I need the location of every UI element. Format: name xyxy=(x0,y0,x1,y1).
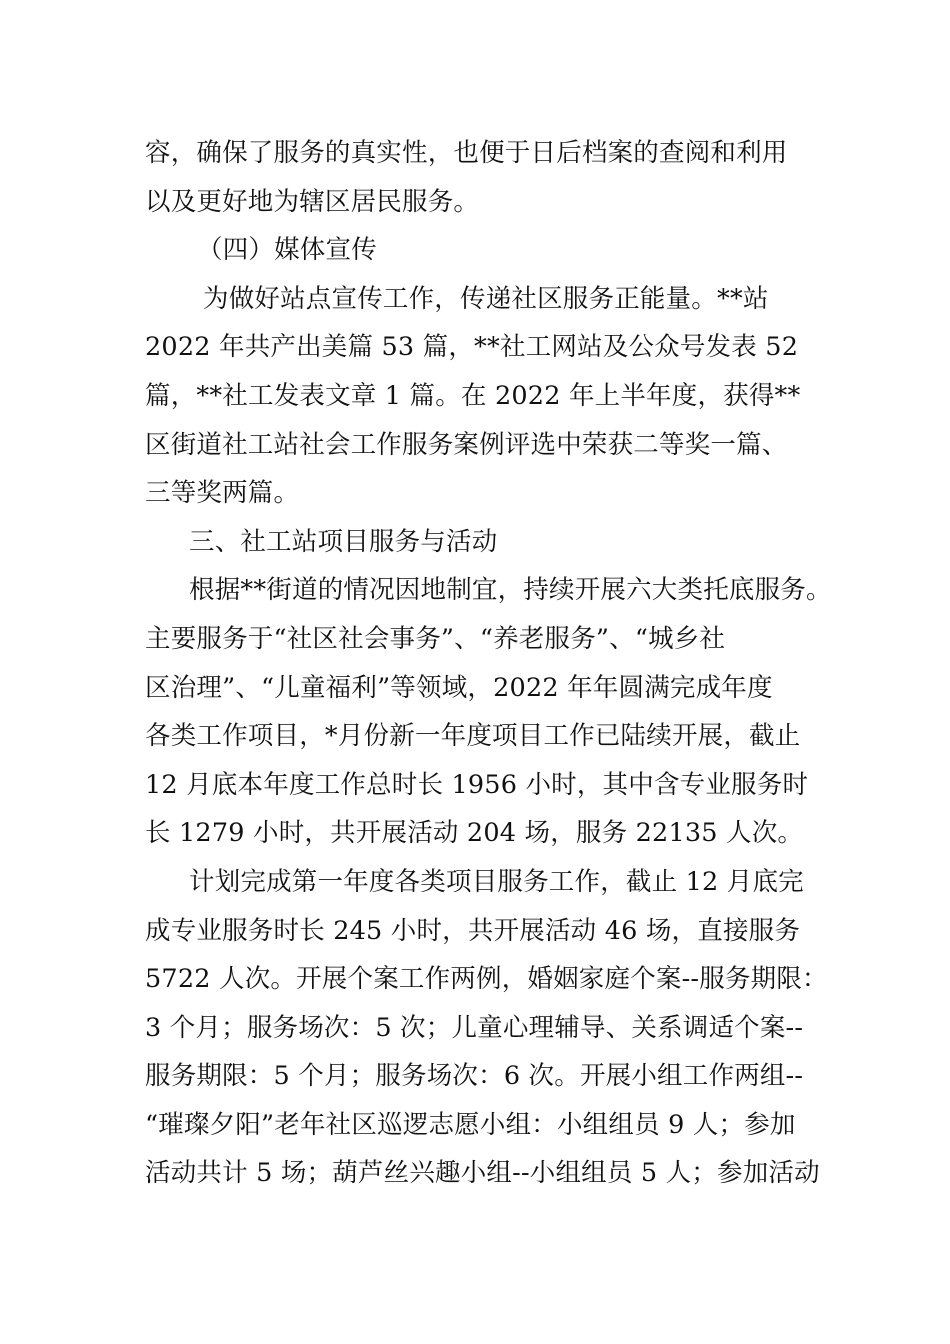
body-line: 活动共计 5 场；葫芦丝兴趣小组--小组组员 5 人；参加活动 xyxy=(145,1158,820,1189)
body-line: 以及更好地为辖区居民服务。 xyxy=(145,186,480,217)
body-line: 12 月底本年度工作总时长 1956 小时，其中含专业服务时 xyxy=(145,769,809,800)
paragraph-first-line: 为做好站点宣传工作，传递社区服务正能量。**站 xyxy=(203,283,769,314)
document-body xyxy=(145,129,832,1198)
body-line: 成专业服务时长 245 小时，共开展活动 46 场，直接服务 xyxy=(145,915,801,946)
paragraph-first-line: 计划完成第一年度各类项目服务工作，截止 12 月底完 xyxy=(189,866,804,897)
body-line: 5722 人次。开展个案工作两例，婚姻家庭个案--服务期限： xyxy=(145,964,828,995)
body-line: 容，确保了服务的真实性，也便于日后档案的查阅和利用 xyxy=(145,138,788,168)
paragraph-first-line: 根据**街道的情况因地制宜，持续开展六大类托底服务。 xyxy=(189,575,832,606)
body-line: 各类工作项目，*月份新一年度项目工作已陆续开展，截止 xyxy=(145,721,801,752)
body-line: 长 1279 小时，共开展活动 204 场，服务 22135 人次。 xyxy=(145,818,804,849)
body-line: 服务期限：5 个月；服务场次：6 次。开展小组工作两组-- xyxy=(145,1061,804,1092)
body-line: 三等奖两篇。 xyxy=(145,478,300,509)
section-heading: 三、社工站项目服务与活动 xyxy=(189,526,498,557)
body-line: 2022 年共产出美篇 53 篇，**社工网站及公众号发表 52 xyxy=(145,332,799,363)
body-line: 主要服务于“社区社会事务”、“养老服务”、“城乡社 xyxy=(145,623,726,654)
body-line: 区街道社工站社会工作服务案例评选中荣获二等奖一篇、 xyxy=(145,429,788,460)
section-heading: （四）媒体宣传 xyxy=(197,235,377,266)
body-line: “璀璨夕阳”老年社区巡逻志愿小组：小组组员 9 人；参加 xyxy=(145,1109,796,1140)
body-line: 区治理”、“儿童福利”等领域，2022 年年圆满完成年度 xyxy=(145,672,773,703)
body-line: 3 个月；服务场次：5 次；儿童心理辅导、关系调适个案-- xyxy=(145,1012,804,1043)
body-line: 篇，**社工发表文章 1 篇。在 2022 年上半年度，获得** xyxy=(145,380,801,411)
